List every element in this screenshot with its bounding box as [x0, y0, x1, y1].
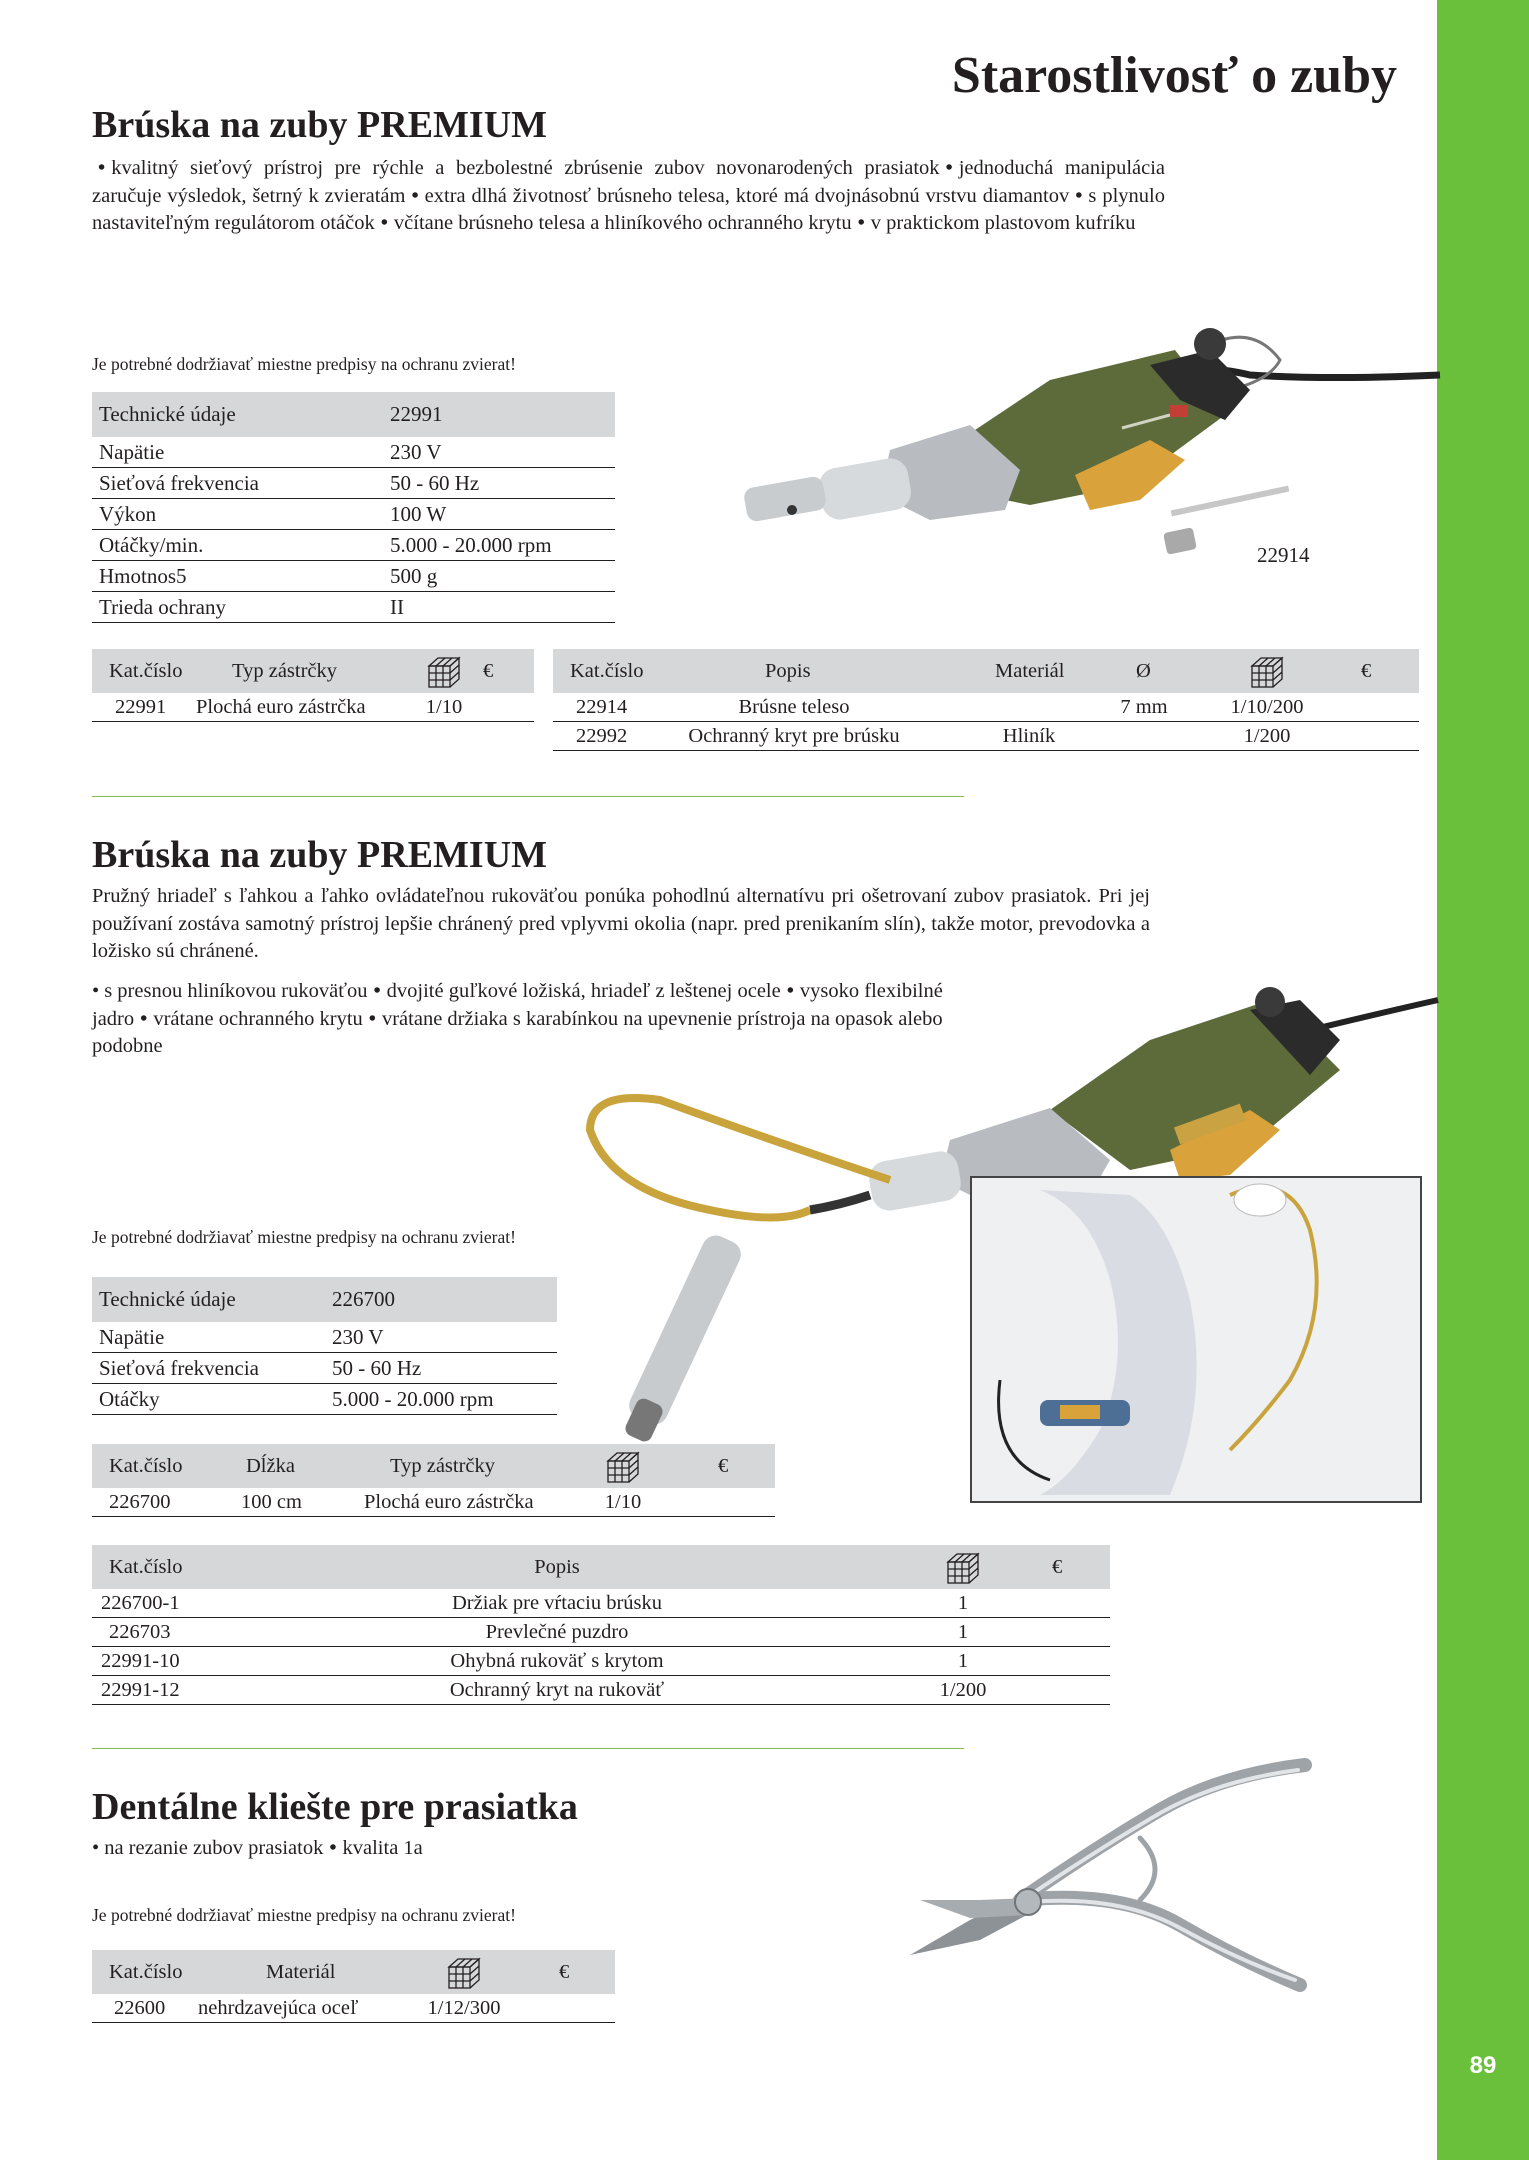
spec-row: Hmotnos5 500 g	[92, 561, 615, 592]
accessory-row: 22991-10 Ohybná rukoväť s krytom 1	[92, 1647, 1110, 1676]
spec-row: Otáčky 5.000 - 20.000 rpm	[92, 1384, 557, 1415]
spec-table-2	[92, 1277, 557, 1415]
spec-header: Technické údaje 226700	[92, 1277, 557, 1322]
accessory-table-1	[553, 649, 1419, 751]
section-1-description: • kvalitný sieťový prístroj pre rýchle a bezbolestné zbrúsenie zubov novonarodených prasiatok • jednoduchá manipulácia zaručuje výsledok, šetrný k zvieratám • extra dlhá životnosť brúsneho telesa, ktoré má dvojnásobnú vrstvu diamantov • s plynulo nastaviteľným regulátorom otáčok • včítane brúsneho telesa a hliníkového ochranného krytu • v praktickom plastovom kufríku	[92, 157, 1166, 234]
order-table-header: Kat.číslo Materiál €	[92, 1950, 615, 1994]
package-box-icon	[426, 654, 462, 690]
package-box-icon	[1249, 654, 1285, 690]
animal-protection-note-2: Je potrebné dodržiavať miestne predpisy na ochranu zvierat!	[92, 1227, 516, 1247]
spec-row: Trieda ochrany II	[92, 592, 615, 623]
accessory-row: 22991-12 Ochranný kryt na rukoväť 1/200	[92, 1676, 1110, 1705]
page-number: 89	[1469, 2052, 1497, 2079]
spec-row: Sieťová frekvencia 50 - 60 Hz	[92, 1353, 557, 1384]
package-box-icon	[945, 1550, 981, 1586]
accessory-label-22914: 22914	[1257, 543, 1310, 567]
spec-row: Otáčky/min. 5.000 - 20.000 rpm	[92, 530, 615, 561]
section-2-features: • s presnou hliníkovou rukoväťou • dvojité guľkové ložiská, hriadeľ z leštenej ocele • vysoko flexibilné jadro • vrátane ochranného krytu • vrátane držiaka s karabínkou na upevnenie prístroja na opasok alebo podobne	[92, 980, 943, 1057]
euro-symbol: €	[718, 1455, 729, 1477]
order-table-header: Kat.číslo Typ zástrčky €	[92, 649, 534, 693]
package-box-icon	[446, 1955, 482, 1991]
order-table-1	[92, 649, 534, 722]
green-sidebar	[1437, 0, 1529, 2160]
section-3-features: • na rezanie zubov prasiatok • kvalita 1a	[92, 1837, 423, 1859]
spec-row: Napätie 230 V	[92, 437, 615, 468]
order-row: 226700 100 cm Plochá euro zástrčka 1/10	[92, 1488, 775, 1517]
page-title: Starostlivosť o zuby	[951, 47, 1397, 104]
euro-symbol: €	[1361, 660, 1372, 682]
accessory-table-header: Kat.číslo Popis Materiál Ø €	[553, 649, 1419, 693]
order-row: 22991 Plochá euro zástrčka 1/10	[92, 693, 534, 722]
section-divider-1	[92, 796, 964, 797]
section-title-2: Brúska na zuby PREMIUM	[92, 834, 547, 876]
tooth-grinder-photo	[730, 320, 1442, 570]
euro-symbol: €	[483, 660, 494, 682]
accessory-row: 226703 Prevlečné puzdro 1	[92, 1618, 1110, 1647]
order-row: 22600 nehrdzavejúca oceľ 1/12/300	[92, 1994, 615, 2023]
euro-symbol: €	[559, 1961, 570, 1983]
spec-header: Technické údaje 22991	[92, 392, 615, 437]
spec-table-1	[92, 392, 615, 623]
accessory-row: 226700-1 Držiak pre vŕtaciu brúsku 1	[92, 1589, 1110, 1618]
spec-row: Výkon 100 W	[92, 499, 615, 530]
flexible-shaft-grinder-photo	[570, 980, 1442, 1540]
dental-pliers-photo	[900, 1750, 1320, 2000]
animal-protection-note-1: Je potrebné dodržiavať miestne predpisy na ochranu zvierat!	[92, 354, 516, 374]
accessory-table-2	[92, 1545, 1110, 1705]
section-title-1: Brúska na zuby PREMIUM	[92, 104, 547, 146]
spec-row: Sieťová frekvencia 50 - 60 Hz	[92, 468, 615, 499]
section-divider-2	[92, 1748, 964, 1749]
order-table-header: Kat.číslo Dĺžka Typ zástrčky €	[92, 1444, 775, 1488]
animal-protection-note-3: Je potrebné dodržiavať miestne predpisy na ochranu zvierat!	[92, 1905, 516, 1925]
order-table-3	[92, 1950, 615, 2023]
section-2-intro: Pružný hriadeľ s ľahkou a ľahko ovládateľnou rukoväťou ponúka pohodlnú alternatívu pri ošetrovaní zubov prasiatok. Pri jej používaní zostáva samotný prístroj lepšie chránený pred vplyvmi okolia (napr. pred prenikaním slín), takže motor, prevodovka a ložisko sú chránené.	[92, 885, 1150, 962]
accessory-table-header: Kat.číslo Popis €	[92, 1545, 1110, 1589]
section-title-3: Dentálne kliešte pre prasiatka	[92, 1786, 578, 1828]
spec-row: Napätie 230 V	[92, 1322, 557, 1353]
accessory-row: 22992 Ochranný kryt pre brúsku Hliník 1/200	[553, 722, 1419, 751]
accessory-row: 22914 Brúsne teleso 7 mm 1/10/200	[553, 693, 1419, 722]
euro-symbol: €	[1052, 1556, 1063, 1578]
